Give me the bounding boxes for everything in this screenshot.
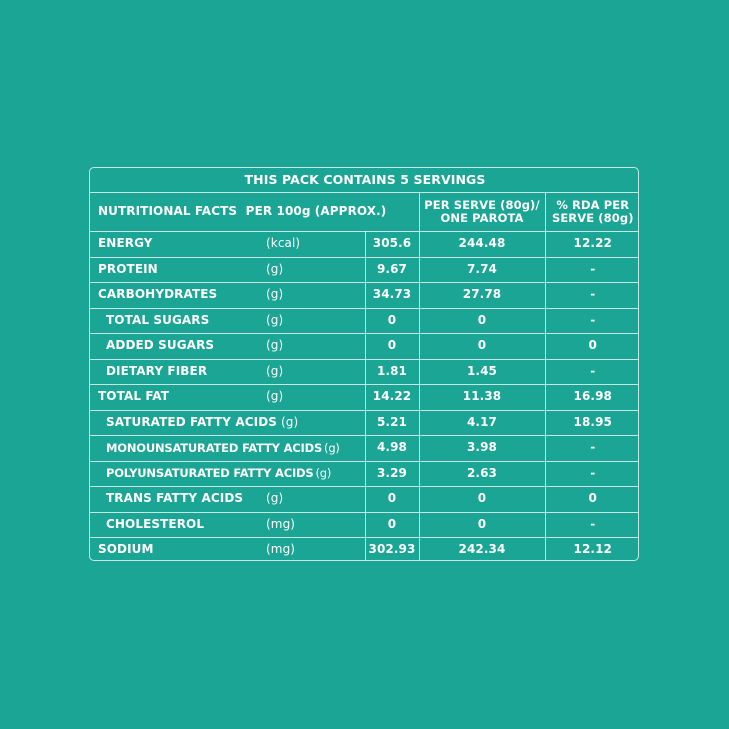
- per-100g-value: 14.22: [365, 385, 419, 411]
- per-serve-value: 0: [419, 308, 545, 334]
- per-100g-value: 9.67: [365, 257, 419, 283]
- nutrition-facts-panel: [89, 167, 639, 561]
- nutrient-name-cell: [90, 385, 365, 411]
- nutrient-unit: (g): [266, 261, 284, 276]
- per-100g-value: 34.73: [365, 283, 419, 309]
- nutrient-name-cell: [90, 232, 365, 258]
- rda-value: -: [545, 283, 639, 309]
- table-row-dietary-fiber: [90, 359, 639, 385]
- nutrient-name-cell: [90, 436, 365, 462]
- rda-value: -: [545, 436, 639, 462]
- nutrient-unit: (g): [266, 287, 284, 302]
- per-100g-value: 5.21: [365, 410, 419, 436]
- rda-value: -: [545, 257, 639, 283]
- nutrient-name-cell: [90, 257, 365, 283]
- nutrition-facts-table: [90, 168, 639, 561]
- per-serve-value: 4.17: [419, 410, 545, 436]
- per-serve-value: 0: [419, 512, 545, 538]
- nutrient-name-cell: [90, 512, 365, 538]
- per-serve-value: 11.38: [419, 385, 545, 411]
- nutrient-name-cell: [90, 308, 365, 334]
- per-serve-value: 0: [419, 487, 545, 513]
- table-row-carbohydrates: [90, 283, 639, 309]
- servings-title: THIS PACK CONTAINS 5 SERVINGS: [90, 168, 639, 193]
- nutrient-name: SODIUM: [98, 542, 154, 557]
- table-row-protein: [90, 257, 639, 283]
- table-row-monounsaturated-fatty-acids: [90, 436, 639, 462]
- nutrient-name: TRANS FATTY ACIDS: [106, 491, 244, 506]
- nutrient-name: CHOLESTEROL: [106, 516, 205, 531]
- per-100g-value: 0: [365, 308, 419, 334]
- per-100g-value: 0: [365, 334, 419, 360]
- nutrient-unit: (g): [266, 312, 284, 327]
- nutrient-name-cell: [90, 487, 365, 513]
- nutrient-unit: (mg): [266, 516, 296, 531]
- nutrient-name: PROTEIN: [98, 261, 158, 276]
- table-row-cholesterol: [90, 512, 639, 538]
- per-100g-value: 302.93: [365, 538, 419, 562]
- nutrient-unit: (kcal): [266, 236, 301, 251]
- rda-value: 0: [545, 487, 639, 513]
- nutrient-name: MONOUNSATURATED FATTY ACIDS: [106, 440, 323, 455]
- table-row-total-fat: [90, 385, 639, 411]
- per-serve-value: 0: [419, 334, 545, 360]
- nutrient-name-cell: [90, 410, 365, 436]
- rda-value: 0: [545, 334, 639, 360]
- rda-value: 18.95: [545, 410, 639, 436]
- header-nutritional-facts: NUTRITIONAL FACTS PER 100g (APPROX.): [90, 193, 419, 232]
- per-100g-value: 1.81: [365, 359, 419, 385]
- per-serve-value: 27.78: [419, 283, 545, 309]
- table-row-saturated-fatty-acids: [90, 410, 639, 436]
- nutrient-unit: (mg): [266, 542, 296, 557]
- nutrient-unit: (g): [266, 491, 284, 506]
- nutrient-unit: (g): [266, 363, 284, 378]
- table-title-row: [90, 168, 639, 193]
- nutrient-unit: (g): [281, 414, 299, 429]
- nutrient-name: ENERGY: [98, 236, 153, 251]
- rda-value: 12.22: [545, 232, 639, 258]
- nutrient-unit: (g): [266, 389, 284, 404]
- nutrient-name-cell: [90, 359, 365, 385]
- table-row-energy: [90, 232, 639, 258]
- per-100g-value: 0: [365, 487, 419, 513]
- nutrient-name: TOTAL FAT: [98, 389, 170, 404]
- rda-value: 12.12: [545, 538, 639, 562]
- nutrient-name-cell: [90, 283, 365, 309]
- table-header-row: [90, 193, 639, 232]
- per-100g-value: 3.29: [365, 461, 419, 487]
- table-row-polyunsaturated-fatty-acids: [90, 461, 639, 487]
- rda-value: -: [545, 359, 639, 385]
- nutrient-name: TOTAL SUGARS: [106, 312, 210, 327]
- nutrient-name: ADDED SUGARS: [106, 338, 215, 353]
- nutrient-name: DIETARY FIBER: [106, 363, 208, 378]
- table-row-sodium: [90, 538, 639, 562]
- nutrient-name: CARBOHYDRATES: [98, 287, 218, 302]
- nutrient-name: SATURATED FATTY ACIDS: [106, 414, 277, 429]
- header-rda: % RDA PER SERVE (80g): [545, 193, 639, 232]
- per-serve-value: 7.74: [419, 257, 545, 283]
- per-100g-value: 4.98: [365, 436, 419, 462]
- table-row-total-sugars: [90, 308, 639, 334]
- rda-value: -: [545, 308, 639, 334]
- per-serve-value: 242.34: [419, 538, 545, 562]
- table-row-trans-fatty-acids: [90, 487, 639, 513]
- per-serve-value: 3.98: [419, 436, 545, 462]
- nutrient-name-cell: [90, 334, 365, 360]
- nutrient-unit: (g): [324, 440, 340, 455]
- rda-value: -: [545, 512, 639, 538]
- nutrient-unit: (g): [315, 466, 332, 481]
- rda-value: 16.98: [545, 385, 639, 411]
- table-row-added-sugars: [90, 334, 639, 360]
- header-per-serve: PER SERVE (80g)/ ONE PAROTA: [419, 193, 545, 232]
- per-serve-value: 1.45: [419, 359, 545, 385]
- per-100g-value: 305.6: [365, 232, 419, 258]
- per-100g-value: 0: [365, 512, 419, 538]
- per-serve-value: 2.63: [419, 461, 545, 487]
- nutrient-name: POLYUNSATURATED FATTY ACIDS: [106, 466, 314, 481]
- nutrient-name-cell: [90, 538, 365, 562]
- nutrient-unit: (g): [266, 338, 284, 353]
- rda-value: -: [545, 461, 639, 487]
- per-serve-value: 244.48: [419, 232, 545, 258]
- nutrient-name-cell: [90, 461, 365, 487]
